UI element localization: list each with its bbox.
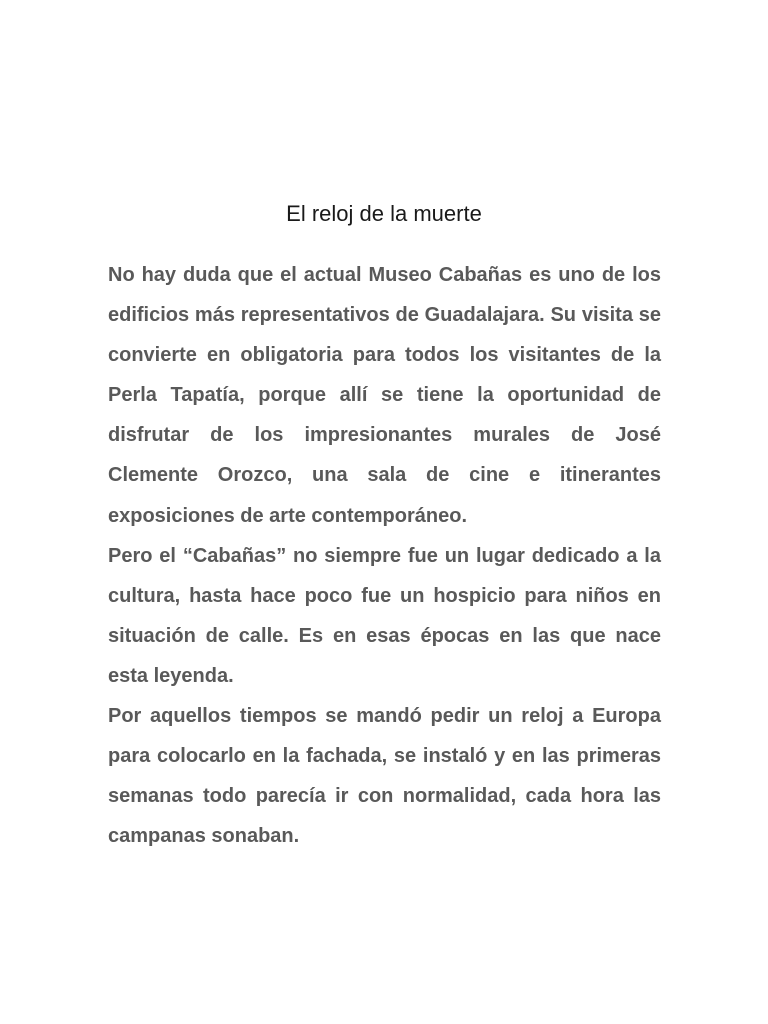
body-text (108, 255, 661, 856)
paragraph-3: Por aquellos tiempos se mandó pedir un reloj a Europa para colocarlo en la fachada, se instaló y en las primeras semanas todo parecía ir con normalidad, cada hora las campanas sonaban. (108, 705, 661, 848)
paragraph-1: No hay duda que el actual Museo Cabañas es uno de los edificios más representativos de Guadalajara. Su visita se convierte en obligatoria para todos los visitantes de la Perla Tapatía, porque allí se tiene la oportunidad de disfrutar de los impresionantes murales de José Clemente Orozco, una sala de cine e itinerantes exposiciones de arte contemporáneo. (108, 264, 661, 527)
page-title: El reloj de la muerte (286, 201, 482, 226)
paragraph-2: Pero el “Cabañas” no siempre fue un lugar dedicado a la cultura, hasta hace poco fue un hospicio para niños en situación de calle. Es en esas épocas en las que nace esta leyenda. (108, 544, 661, 687)
